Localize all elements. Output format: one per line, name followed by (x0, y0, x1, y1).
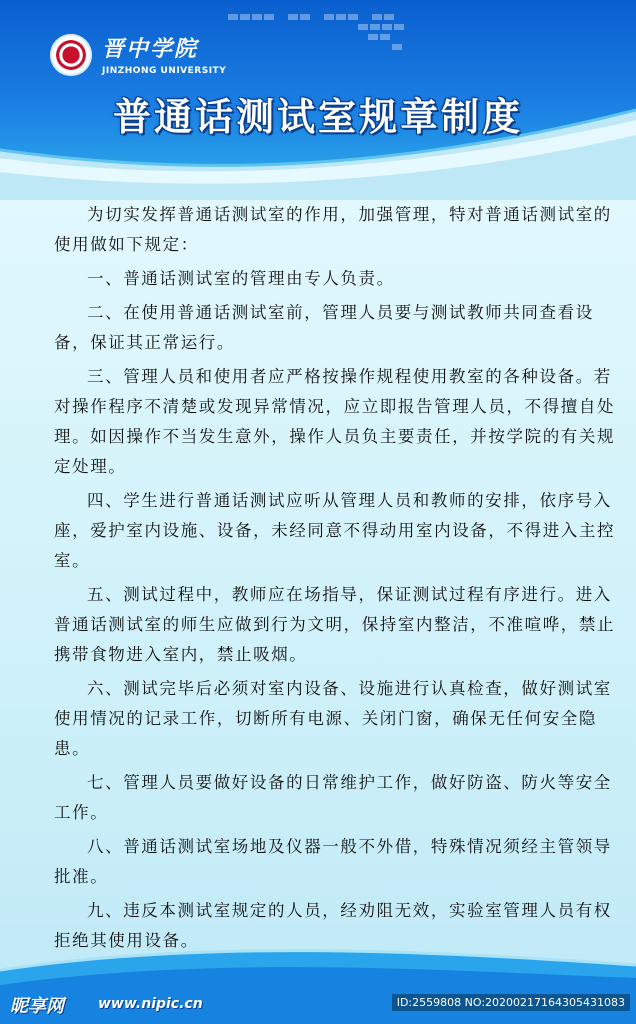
watermark-brand: 昵享网 (10, 996, 64, 1017)
rule-item-5: 五、测试过程中，教师应在场指导，保证测试过程有序进行。进入普通话测试室的师生应做到行为文明，保持室内整洁，不准喧哗，禁止携带食物进入室内，禁止吸烟。 (54, 585, 616, 664)
rule-item-1: 一、普通话测试室的管理由专人负责。 (87, 269, 395, 288)
rule-item-8: 八、普通话测试室场地及仪器一般不外借，特殊情况须经主管领导批准。 (54, 837, 612, 886)
intro-paragraph: 为切实发挥普通话测试室的作用，加强管理，特对普通话测试室的使用做如下规定： (54, 205, 612, 254)
watermark-url: www.nipic.cn (98, 996, 203, 1012)
school-name-en: JINZHONG UNIVERSITY (102, 66, 227, 76)
rule-item-2: 二、在使用普通话测试室前，管理人员要与测试教师共同查看设备，保证其正常运行。 (54, 303, 594, 352)
rule-item-3: 三、管理人员和使用者应严格按操作规程使用教室的各种设备。若对操作程序不清楚或发现异常情况，应立即报告管理人员，不得擅自处理。如因操作不当发生意外，操作人员负主要责任，并按学院的有关规定处理。 (54, 367, 616, 476)
watermark-id: ID:2559808 NO:20200217164305431083 (392, 994, 630, 1011)
school-logo-icon (50, 34, 92, 76)
regulation-body (54, 200, 620, 960)
rule-item-6: 六、测试完毕后必须对室内设备、设施进行认真检查，做好测试室使用情况的记录工作，切断所有电源、关闭门窗，确保无任何安全隐患。 (54, 679, 612, 758)
rule-item-7: 七、管理人员要做好设备的日常维护工作，做好防盗、防火等安全工作。 (54, 773, 612, 822)
pixel-decoration (228, 14, 408, 54)
rule-item-9: 九、违反本测试室规定的人员，经劝阻无效，实验室管理人员有权拒绝其使用设备。 (54, 901, 612, 950)
school-name: 晋中学院 (102, 36, 199, 62)
rule-item-4: 四、学生进行普通话测试应听从管理人员和教师的安排，依序号入座，爱护室内设施、设备，未经同意不得动用室内设备，不得进入主控室。 (54, 491, 616, 570)
page-title: 普通话测试室规章制度 (112, 95, 523, 139)
